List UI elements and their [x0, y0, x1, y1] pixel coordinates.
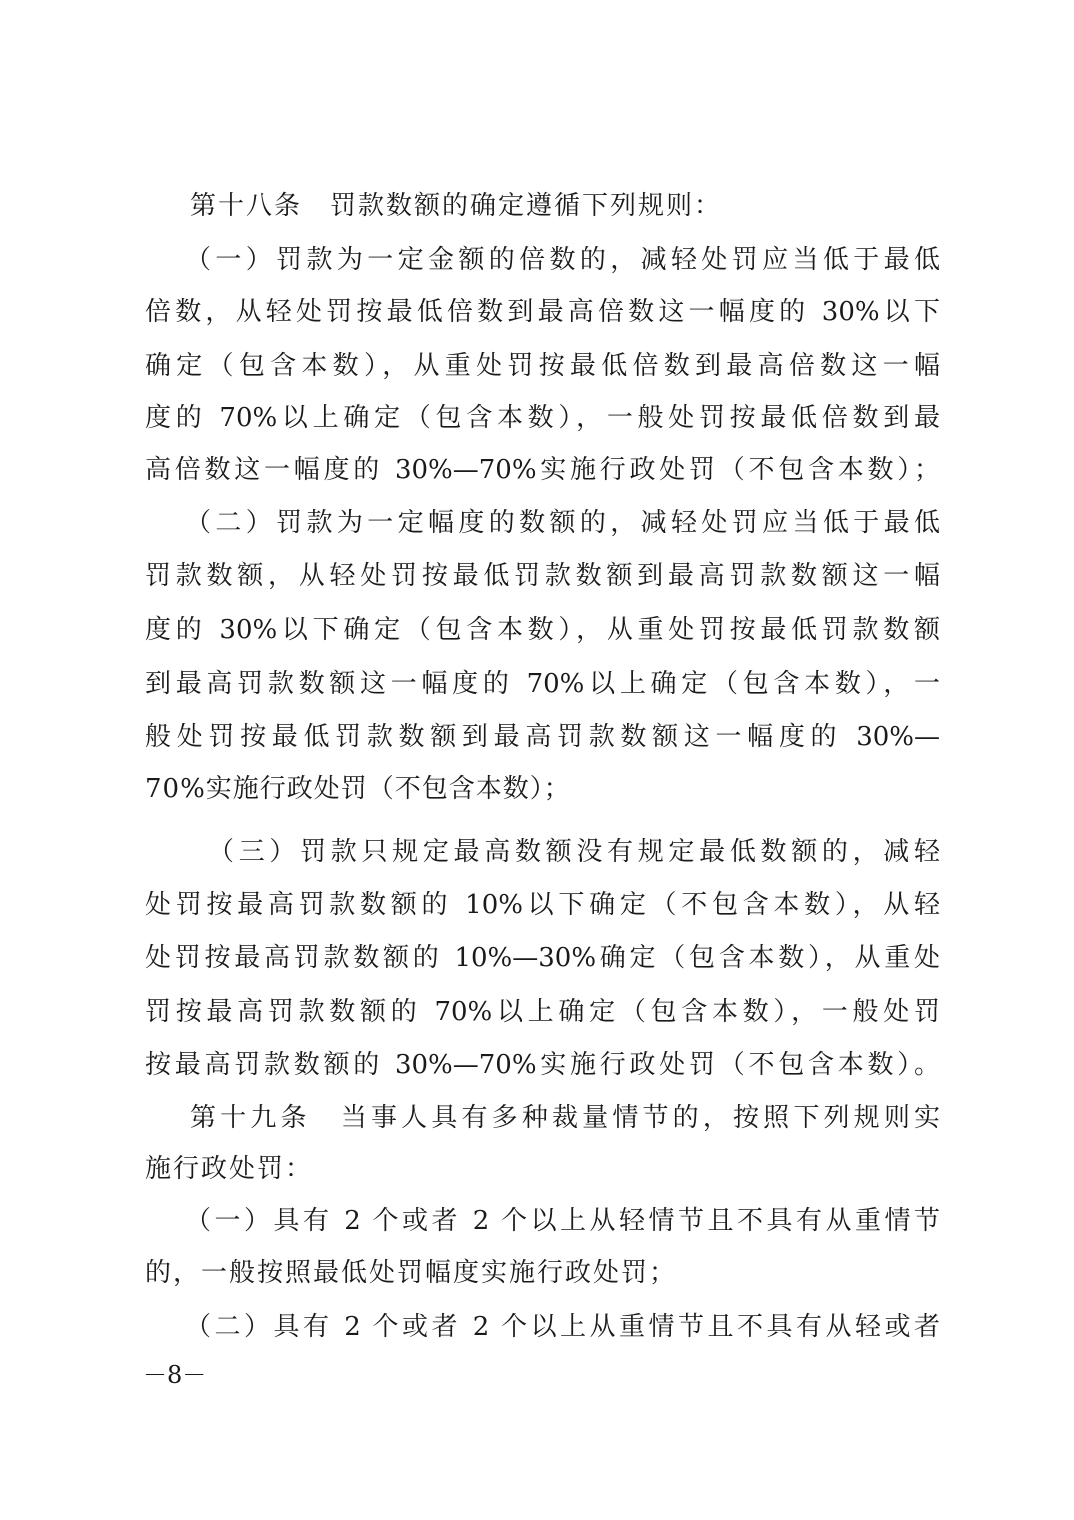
text-line: 度的 70%以上确定（包含本数），一般处罚按最低倍数到最 [145, 403, 940, 433]
text-line: （一）具有 2 个或者 2 个以上从轻情节且不具有从重情节 [185, 1206, 940, 1236]
article-18-heading: 第十八条 罚款数额的确定遵循下列规则： [190, 191, 723, 221]
text-line: 70%实施行政处罚（不包含本数）； [145, 774, 571, 804]
text-line: （二）具有 2 个或者 2 个以上从重情节且不具有从轻或者 [185, 1312, 940, 1342]
text-line: 高倍数这一幅度的 30%—70%实施行政处罚（不包含本数）； [145, 455, 940, 485]
text-line: 罚款数额，从轻处罚按最低罚款数额到最高罚款数额这一幅 [145, 561, 940, 591]
page-number: －8－ [143, 1361, 207, 1389]
text-line: （一）罚款为一定金额的倍数的，减轻处罚应当低于最低 [185, 245, 940, 275]
text-line: 确定（包含本数），从重处罚按最低倍数到最高倍数这一幅 [145, 351, 940, 381]
text-line: 度的 30%以下确定（包含本数），从重处罚按最低罚款数额 [145, 615, 940, 645]
text-line: （三）罚款只规定最高数额没有规定最低数额的，减轻 [208, 837, 940, 867]
text-line: 到最高罚款数额这一幅度的 70%以上确定（包含本数），一 [145, 669, 940, 699]
text-line: 般处罚按最低罚款数额到最高罚款数额这一幅度的 30%— [145, 722, 940, 752]
text-line: 施行政处罚： [145, 1154, 314, 1184]
article-19-heading: 第十九条 当事人具有多种裁量情节的，按照下列规则实 [190, 1103, 940, 1133]
text-line: 的，一般按照最低处罚幅度实施行政处罚； [145, 1258, 678, 1288]
text-line: 按最高罚款数额的 30%—70%实施行政处罚（不包含本数）。 [145, 1050, 940, 1080]
text-line: 罚按最高罚款数额的 70%以上确定（包含本数），一般处罚 [145, 997, 940, 1027]
text-line: （二）罚款为一定幅度的数额的，减轻处罚应当低于最低 [185, 508, 940, 538]
text-line: 处罚按最高罚款数额的 10%—30%确定（包含本数），从重处 [145, 943, 940, 973]
text-line: 倍数，从轻处罚按最低倍数到最高倍数这一幅度的 30%以下 [145, 297, 940, 327]
text-line: 处罚按最高罚款数额的 10%以下确定（不包含本数），从轻 [145, 890, 940, 920]
